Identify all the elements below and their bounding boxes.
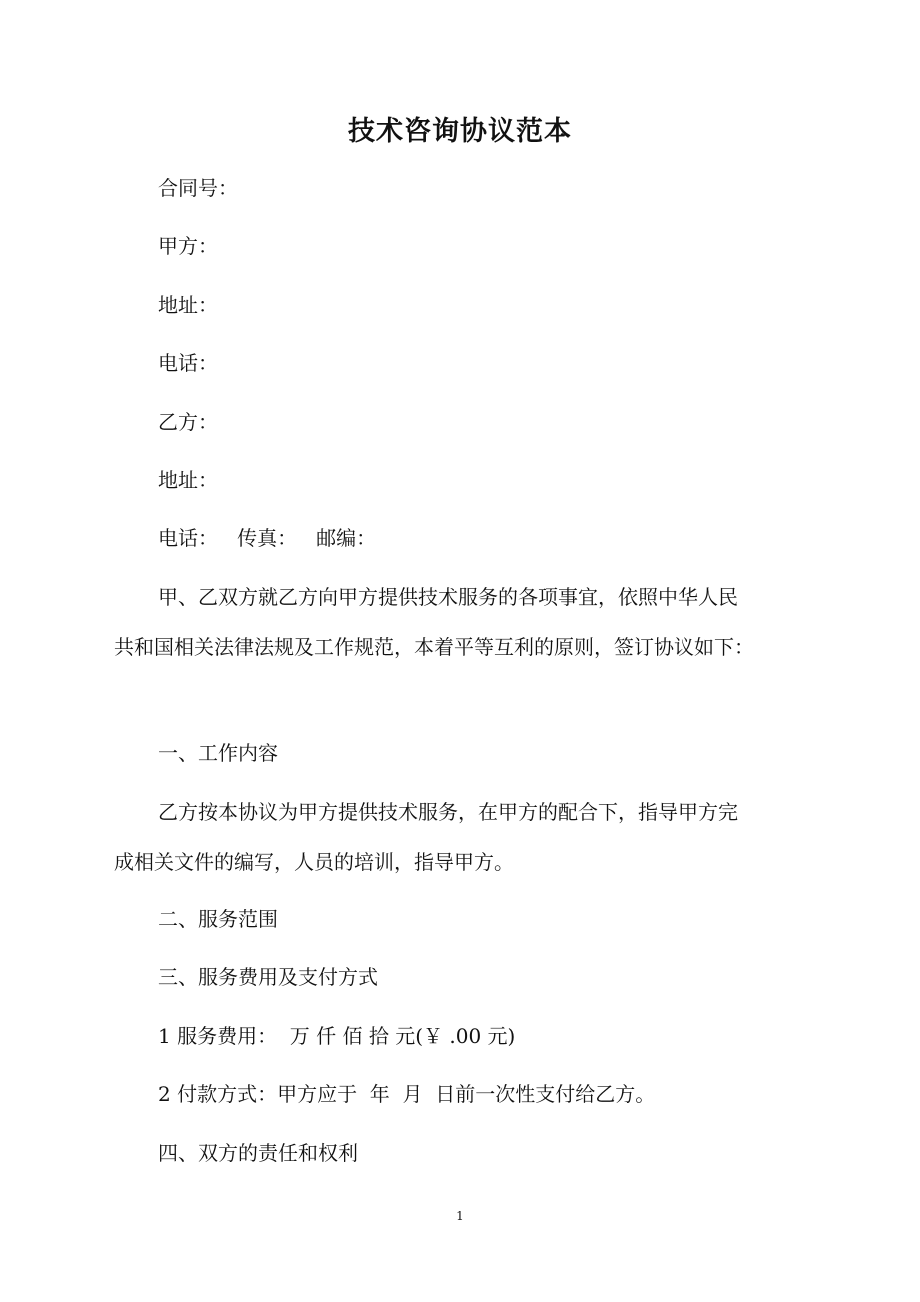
party-a-field: 甲方： [158,234,218,258]
party-b-address-field: 地址： [158,468,218,492]
intro-paragraph-line-1: 甲、乙双方就乙方向甲方提供技术服务的各项事宜，依照中华人民 [158,585,738,609]
party-a-address-field: 地址： [158,293,218,317]
page-number: 1 [456,1209,464,1223]
contract-number-field: 合同号： [158,176,238,200]
section-3-heading: 三、服务费用及支付方式 [158,965,378,989]
document-title: 技术咨询协议范本 [348,116,572,147]
section-1-heading: 一、工作内容 [158,741,278,765]
section-1-paragraph-line-1: 乙方按本协议为甲方提供技术服务，在甲方的配合下，指导甲方完 [158,800,738,824]
intro-paragraph-line-2: 共和国相关法律法规及工作规范，本着平等互利的原则，签订协议如下： [114,635,754,659]
party-a-phone-field: 电话： [158,351,218,375]
section-4-heading: 四、双方的责任和权利 [158,1141,358,1165]
payment-method-item: 2 付款方式：甲方应于 年 月 日前一次性支付给乙方。 [158,1082,656,1106]
section-1-paragraph-line-2: 成相关文件的编写，人员的培训，指导甲方。 [114,850,514,874]
party-b-contact-fields: 电话： 传真： 邮编： [158,526,377,550]
service-fee-item: 1 服务费用： 万 仟 佰 拾 元(￥ .00 元) [158,1024,516,1048]
section-2-heading: 二、服务范围 [158,907,278,931]
party-b-field: 乙方： [158,410,218,434]
